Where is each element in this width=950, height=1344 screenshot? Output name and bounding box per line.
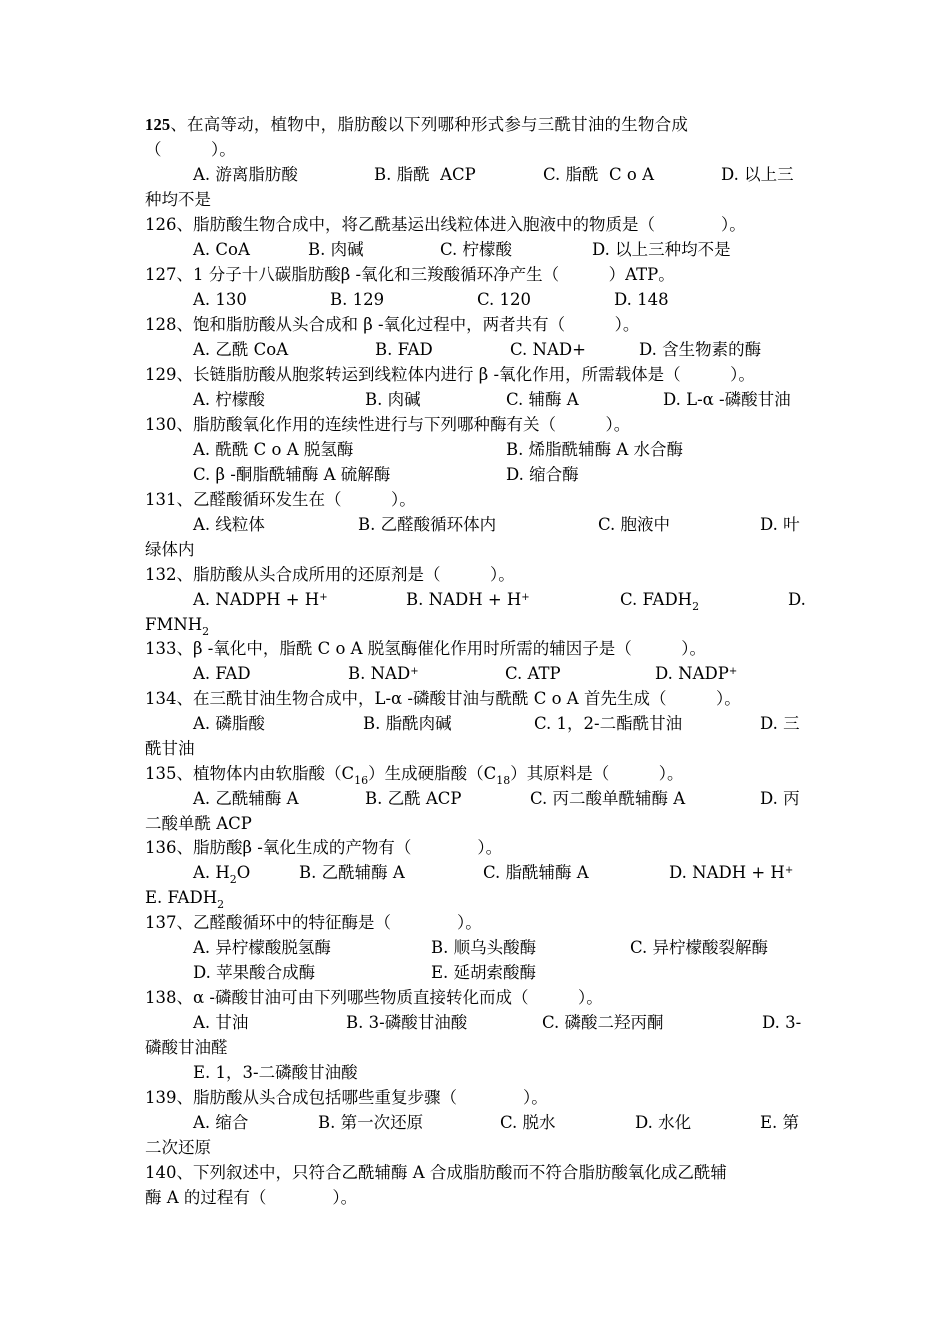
question-134-line-1: 134、在三酰甘油生物合成中，L-α -磷酸甘油与酰酰 C o A 首先生成（ ）。: [145, 689, 741, 708]
question-134-options: [193, 712, 800, 737]
question-138-wrap: 磷酸甘油醛: [145, 1038, 228, 1057]
option-d: D. L-α -磷酸甘油: [663, 390, 791, 409]
option-a: A. NADPH + H+: [193, 590, 328, 609]
option-c: C. 异柠檬酸裂解酶: [630, 938, 769, 957]
option-c: C. β -酮脂酰辅酶 A 硫解酶: [193, 465, 391, 484]
question-131-options: [193, 513, 800, 538]
question-133-options: [193, 662, 737, 687]
option-a: A. CoA: [193, 240, 250, 259]
question-129-options: [193, 388, 791, 413]
question-138-line-1: 138、α -磷酸甘油可由下列哪些物质直接转化而成（ ）。: [145, 988, 603, 1007]
option-b: B. 乙酰辅酶 A: [299, 863, 405, 882]
question-128-options: [193, 338, 761, 363]
option-b: B. 肉碱: [365, 390, 421, 409]
option-c: C. 辅酶 A: [506, 390, 579, 409]
question-127-options: [193, 288, 669, 313]
question-132-wrap: $FMNH_2$: [145, 615, 210, 638]
question-139-options: [193, 1111, 799, 1136]
option-a: A. 酰酰 C o A 脱氢酶: [193, 440, 354, 459]
option-c: C. 柠檬酸: [440, 240, 513, 259]
option-b: B. 脂酰肉碱: [363, 714, 452, 733]
option-a: A. 柠檬酸: [193, 390, 265, 409]
question-126-options: [193, 238, 731, 263]
option-b: B. 乙酰 ACP: [365, 789, 462, 808]
option-d: D. 丙: [760, 789, 800, 808]
question-130-line-1: 130、脂肪酸氧化作用的连续性进行与下列哪种酶有关（ ）。: [145, 415, 631, 434]
question-128-line-1: 128、饱和脂肪酸从头合成和 β -氧化过程中，两者共有（ ）。: [145, 315, 640, 334]
option-c: C. 脂酰辅酶 A: [483, 863, 589, 882]
option-b: B. FAD: [375, 340, 433, 359]
option-d: D. 苹果酸合成酶: [193, 963, 316, 982]
question-133-line-1: 133、β -氧化中，脂酰 C o A 脱氢酶催化作用时所需的辅因子是（ ）。: [145, 639, 707, 658]
question-134-wrap: 酰甘油: [145, 739, 195, 758]
question-138-options: [193, 1011, 801, 1036]
option-d: D. NADH + H+: [669, 863, 794, 882]
question-132-options: [193, 588, 806, 613]
question-135-options: [193, 787, 800, 812]
option-b: B. NADH + H+: [406, 590, 530, 609]
question-126-line-1: 126、脂肪酸生物合成中，将乙酰基运出线粒体进入胞液中的物质是（ ）。: [145, 215, 746, 234]
option-c: C. 磷酸二羟丙酮: [542, 1013, 664, 1032]
option-d: D. 三: [760, 714, 800, 733]
option-b: B. 第一次还原: [318, 1113, 424, 1132]
question-125-line-2: （ ）。: [145, 140, 236, 159]
option-d: D. 叶: [760, 515, 800, 534]
option-a: A. 游离脂肪酸: [193, 165, 298, 184]
question-138-option-e: E. 1，3-二磷酸甘油酸: [193, 1063, 358, 1082]
option-b: B. 129: [330, 290, 385, 309]
question-137-options-row-1: [193, 936, 768, 961]
question-137-line-1: 137、乙醛酸循环中的特征酶是（ ）。: [145, 913, 482, 932]
option-a: A. 乙酰 CoA: [193, 340, 289, 359]
question-140-line-2: 酶 A 的过程有（ ）。: [145, 1188, 358, 1207]
question-132-line-1: 132、脂肪酸从头合成所用的还原剂是（ ）。: [145, 565, 515, 584]
option-d: D. NADP+: [655, 664, 738, 683]
option-a: A. 线粒体: [193, 515, 265, 534]
option-d: D. 3-: [762, 1013, 802, 1032]
option-b: B. 乙醛酸循环体内: [358, 515, 497, 534]
question-136-wrap: E. $FADH_2$: [145, 888, 225, 911]
question-136-line-1: 136、脂肪酸β -氧化生成的产物有（ ）。: [145, 838, 503, 857]
question-129-line-1: 129、长链脂肪酸从胞浆转运到线粒体内进行 β -氧化作用，所需载体是（ ）。: [145, 365, 755, 384]
option-b: B. NAD+: [348, 664, 419, 683]
question-125-options: [193, 163, 794, 188]
question-136-options: [193, 861, 793, 886]
option-a: A. 甘油: [193, 1013, 249, 1032]
question-131-line-1: 131、乙醛酸循环发生在（ ）。: [145, 490, 416, 509]
option-a: A. 异柠檬酸脱氢酶: [193, 938, 331, 957]
option-c: C. 丙二酸单酰辅酶 A: [530, 789, 686, 808]
question-125-line-1: 125、在高等动，植物中，脂肪酸以下列哪种形式参与三酰甘油的生物合成: [145, 115, 689, 134]
question-127-line-1: 127、1 分子十八碳脂肪酸β -氧化和三羧酸循环净产生（ ）ATP。: [145, 265, 675, 284]
option-d: D. 含生物素的酶: [639, 340, 762, 359]
option-e: E. 延胡索酸酶: [431, 963, 537, 982]
option-d: D. 以上三: [721, 165, 794, 184]
question-140-line-1: 140、下列叙述中，只符合乙酰辅酶 A 合成脂肪酸而不符合脂肪酸氧化成乙酰辅: [145, 1163, 727, 1182]
option-c: C. 胞液中: [598, 515, 671, 534]
option-a: A. 乙酰辅酶 A: [193, 789, 299, 808]
question-137-options-row-2: [193, 961, 536, 986]
option-d: D. 水化: [635, 1113, 692, 1132]
question-130-options-row-1: [193, 438, 683, 463]
option-d: D.: [788, 590, 806, 609]
question-135-line-1: 135、植物体内由软脂酸$(C_{16})$生成硬脂酸$(C_{18})$其原料是（ ）。: [145, 764, 684, 787]
option-d: D. 以上三种均不是: [592, 240, 731, 259]
option-b: B. 3-磷酸甘油酸: [346, 1013, 468, 1032]
option-b: B. 脂酰 ACP: [374, 165, 476, 184]
option-a: A. $H_2O$: [193, 863, 251, 886]
option-a: A. FAD: [193, 664, 251, 683]
question-131-wrap: 绿体内: [145, 540, 195, 559]
option-c: C. 脱水: [500, 1113, 556, 1132]
option-e: E. 第: [760, 1113, 800, 1132]
question-139-wrap: 二次还原: [145, 1138, 211, 1157]
option-d: D. 148: [614, 290, 669, 309]
question-135-wrap: 二酸单酰 ACP: [145, 814, 252, 833]
option-c: C. ATP: [505, 664, 561, 683]
option-a: A. 缩合: [193, 1113, 249, 1132]
option-c: C. 脂酰 C o A: [543, 165, 654, 184]
option-d: D. 缩合酶: [506, 465, 579, 484]
option-b: B. 顺乌头酸酶: [431, 938, 537, 957]
option-a: A. 130: [193, 290, 247, 309]
option-b: B. 肉碱: [308, 240, 364, 259]
question-number: 125: [145, 115, 171, 134]
question-130-options-row-2: [193, 463, 579, 488]
question-125-wrap: 种均不是: [145, 190, 211, 209]
option-b: B. 烯脂酰辅酶 A 水合酶: [506, 440, 684, 459]
option-c: C. NAD+: [510, 340, 586, 359]
option-c: C. $FADH_2$: [620, 590, 700, 613]
option-c: C. 1，2-二酯酰甘油: [534, 714, 683, 733]
option-a: A. 磷脂酸: [193, 714, 265, 733]
option-c: C. 120: [477, 290, 532, 309]
question-139-line-1: 139、脂肪酸从头合成包括哪些重复步骤（ ）。: [145, 1088, 548, 1107]
